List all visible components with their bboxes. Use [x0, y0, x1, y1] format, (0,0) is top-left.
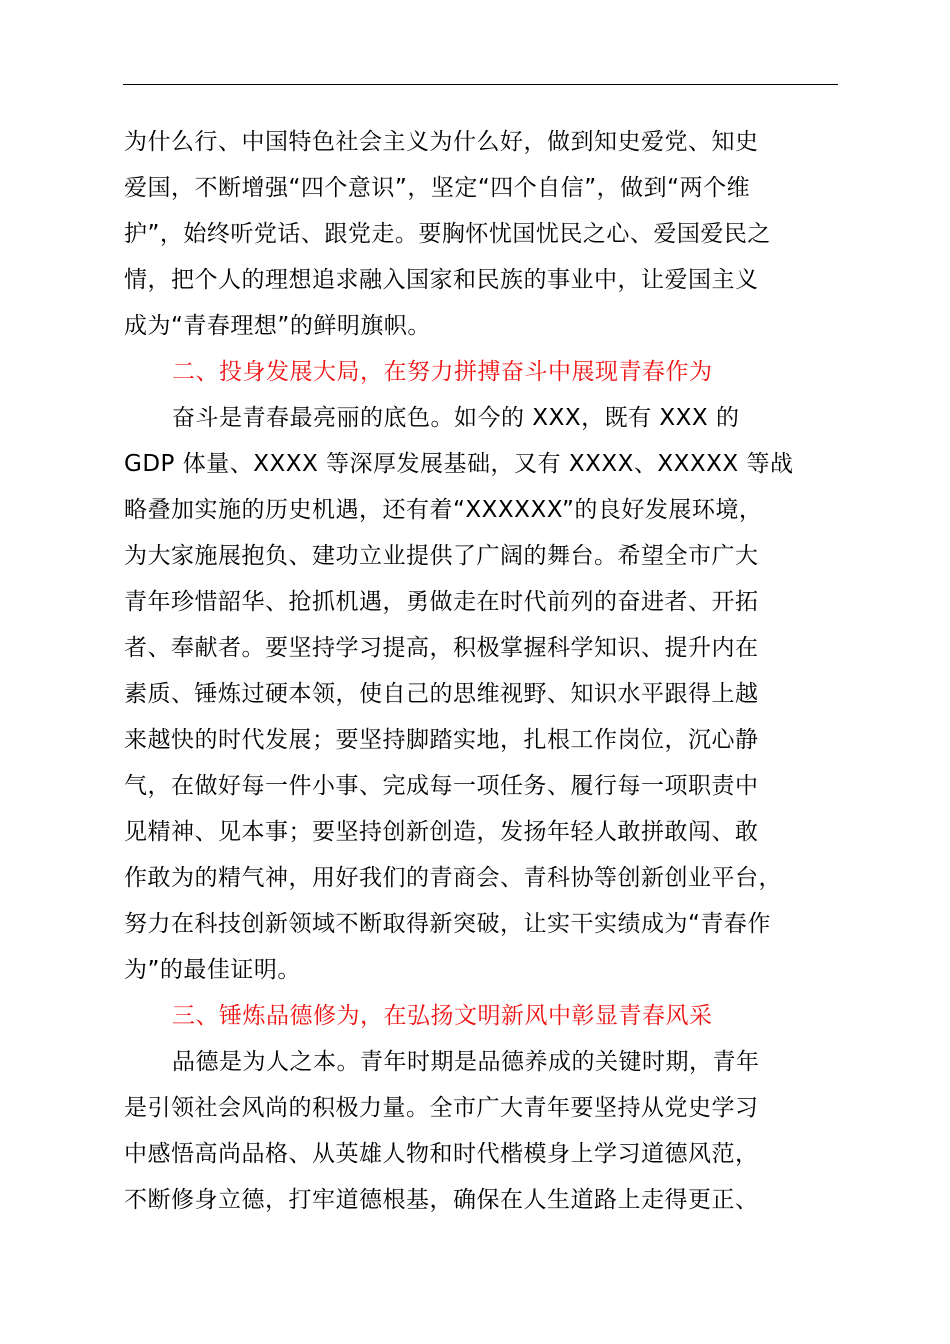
- text-line: 作敢为的精气神，用好我们的青商会、青科协等创新创业平台，: [124, 865, 782, 891]
- text-line: 为大家施展抱负、建功立业提供了广阔的舞台。希望全市广大: [124, 543, 759, 569]
- paragraph-1: [124, 119, 864, 349]
- text-line: 是引领社会风尚的积极力量。全市广大青年要坚持从党史学习: [124, 1095, 759, 1121]
- text-line: 者、奉献者。要坚持学习提高，积极掌握科学知识、提升内在: [124, 635, 759, 661]
- paragraph-2: [124, 395, 864, 993]
- text-line: 爱国，不断增强“四个意识”，坚定“四个自信”，做到“两个维: [124, 175, 751, 201]
- text-line: 努力在科技创新领域不断取得新突破，让实干实绩成为“青春作: [124, 911, 771, 937]
- text-line: 见精神、见本事；要坚持创新创造，发扬年轻人敢拼敢闯、敢: [124, 819, 759, 845]
- text-line: 不断修身立德，打牢道德根基，确保在人生道路上走得更正、: [124, 1187, 759, 1213]
- text-line: 气，在做好每一件小事、完成每一项任务、履行每一项职责中: [124, 773, 759, 799]
- section-heading-3: 三、锤炼品德修为，在弘扬文明新风中彰显青春风采: [172, 1003, 713, 1029]
- text-line: 素质、锤炼过硬本领，使自己的思维视野、知识水平跟得上越: [124, 681, 759, 707]
- text-line: 为”的最佳证明。: [124, 957, 301, 983]
- header-rule: [123, 84, 838, 85]
- text-line: 青年珍惜韶华、抢抓机遇，勇做走在时代前列的奋进者、开拓: [124, 589, 759, 615]
- paragraph-3: [124, 1039, 864, 1223]
- text-line: 略叠加实施的历史机遇，还有着“XXXXXX”的良好发展环境，: [124, 497, 763, 523]
- text-line: GDP 体量、XXXX 等深厚发展基础，又有 XXXX、XXXXX 等战: [124, 451, 794, 477]
- text-line: 为什么行、中国特色社会主义为什么好，做到知史爱党、知史: [124, 129, 759, 155]
- text-line: 成为“青春理想”的鲜明旗帜。: [124, 313, 431, 339]
- document-body: [124, 119, 864, 1223]
- text-line: 情，把个人的理想追求融入国家和民族的事业中，让爱国主义: [124, 267, 759, 293]
- text-line: 中感悟高尚品格、从英雄人物和时代楷模身上学习道德风范，: [124, 1141, 759, 1167]
- section-heading-2: 二、投身发展大局，在努力拼搏奋斗中展现青春作为: [172, 359, 713, 385]
- text-line: 品德是为人之本。青年时期是品德养成的关键时期，青年: [172, 1049, 760, 1075]
- text-line: 护”，始终听党话、跟党走。要胸怀忧国忧民之心、爱国爱民之: [124, 221, 771, 247]
- text-line: 奋斗是青春最亮丽的底色。如今的 XXX，既有 XXX 的: [172, 405, 740, 431]
- text-line: 来越快的时代发展；要坚持脚踏实地，扎根工作岗位，沉心静: [124, 727, 759, 753]
